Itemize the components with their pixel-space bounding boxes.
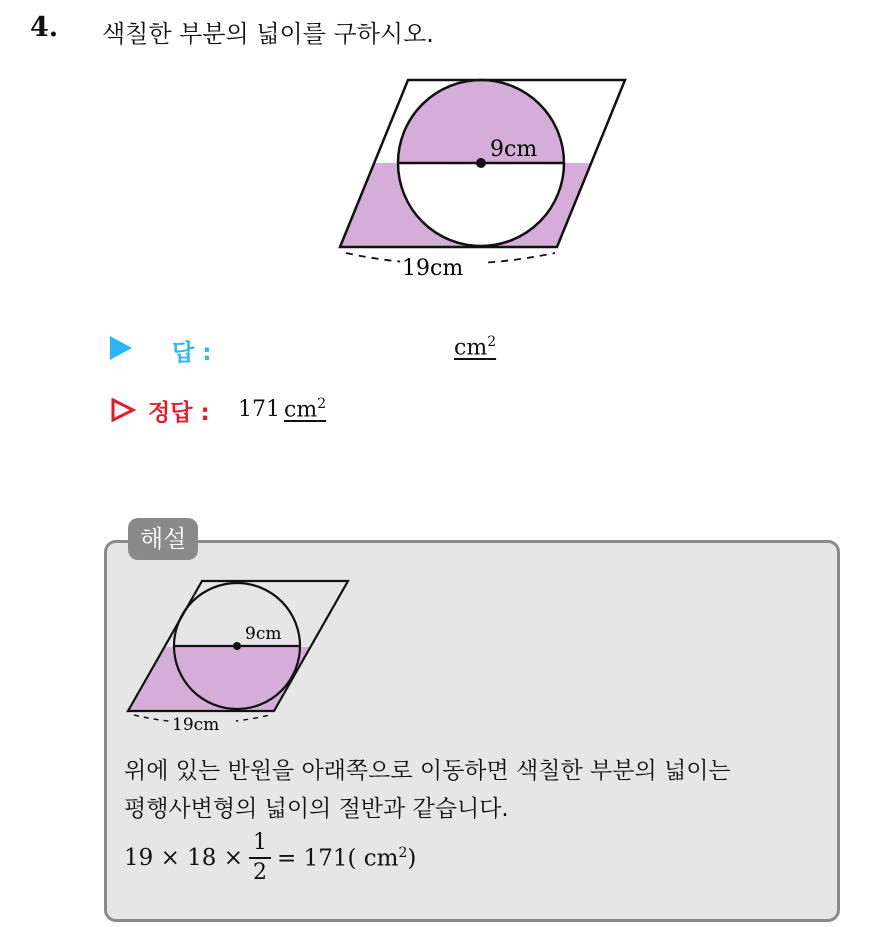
center-dot: [476, 158, 486, 168]
formula-fraction: $\frac{1}{2}$: [249, 832, 271, 884]
explanation-tag: 해설: [128, 518, 198, 560]
correct-arrow-icon: [110, 397, 136, 423]
correct-value: 171 $cm^2$: [238, 396, 327, 423]
question-text: 색칠한 부분의 넓이를 구하시오.: [102, 20, 434, 48]
question-number: 4.: [30, 12, 59, 43]
answer-unit: $cm^2$: [454, 334, 497, 361]
answer-arrow: [110, 336, 132, 364]
explanation-figure: [122, 575, 362, 735]
center-dot-small: [233, 642, 241, 650]
explanation-line-2: 평행사변형의 넓이의 절반과 같습니다.: [124, 796, 509, 822]
base-label: 19cm: [402, 256, 464, 281]
explanation-line-1: 위에 있는 반원을 아래쪽으로 이동하면 색칠한 부분의 넓이는: [124, 758, 731, 784]
correct-label: 정답 :: [148, 400, 210, 426]
base-label-small: 19cm: [172, 715, 220, 735]
question-figure: [330, 70, 640, 285]
explanation-formula: 19 × 18 × $\frac{1}{2}$ = 171( $cm^2$): [124, 830, 417, 885]
formula-right: = 171( cm: [277, 845, 399, 872]
radius-label-small: 9cm: [245, 624, 282, 644]
formula-left: 19 × 18 ×: [124, 845, 244, 871]
radius-label: 9cm: [490, 137, 538, 162]
answer-label: 답 :: [172, 340, 212, 366]
